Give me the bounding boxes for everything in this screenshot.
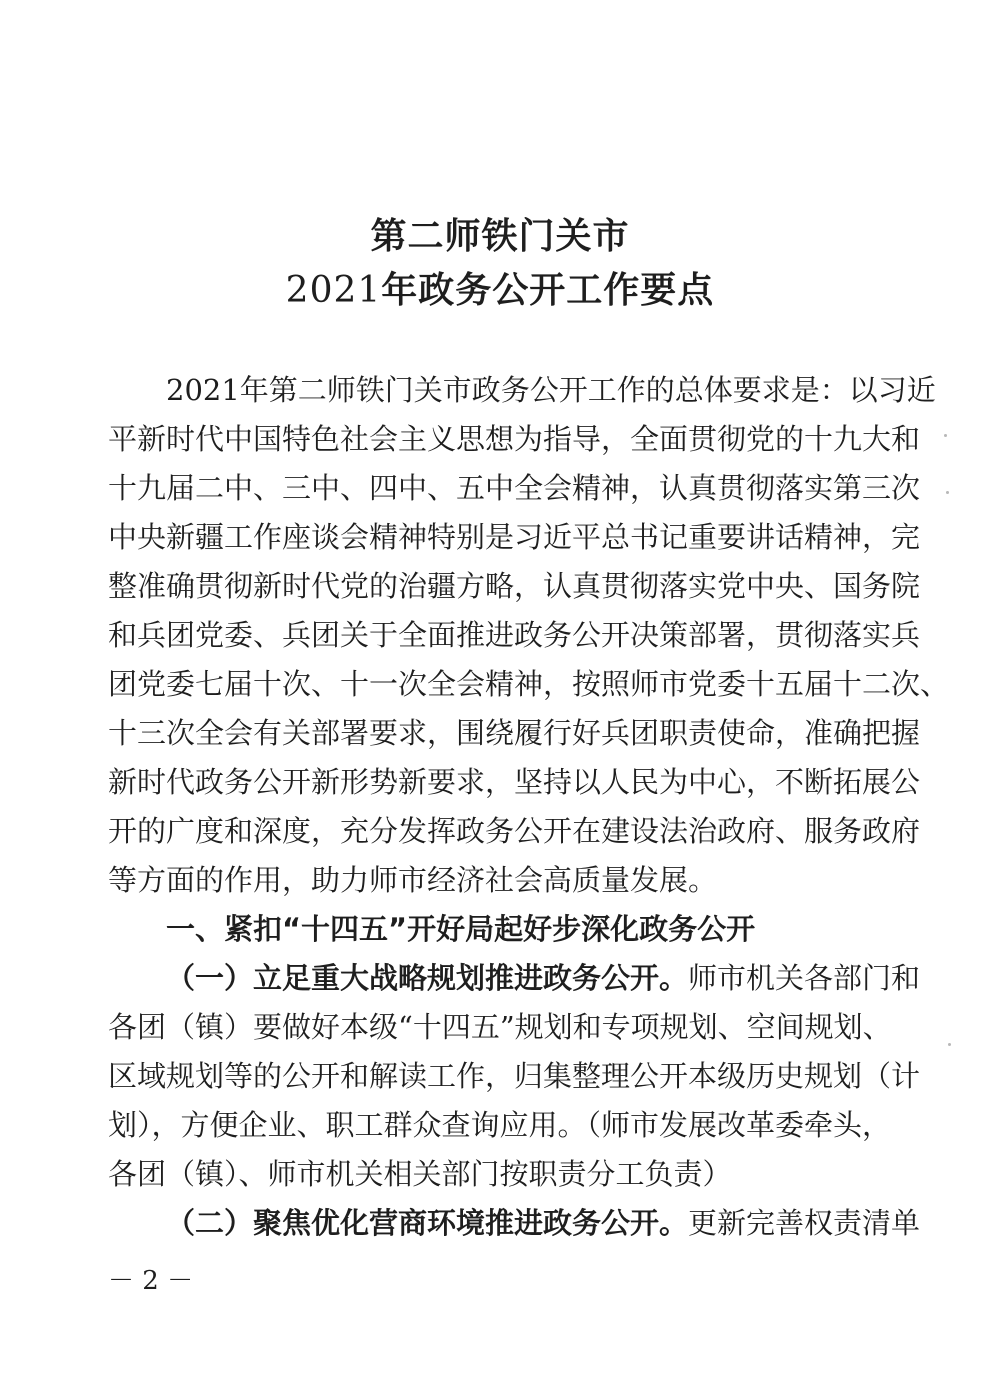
item-line: [108, 1199, 921, 1248]
document-title-line1: [0, 214, 1000, 258]
intro-paragraph: [108, 366, 950, 905]
document-body: [108, 366, 950, 1248]
scan-speck: [946, 491, 949, 494]
intro-line: 中央新疆工作座谈会精神特别是习近平总书记重要讲话精神，完: [108, 520, 921, 554]
intro-line: 和兵团党委、兵团关于全面推进政务公开决策部署，贯彻落实兵: [108, 618, 921, 652]
page-number: － 2 －: [108, 1266, 194, 1296]
title-org: 第二师铁门关市: [370, 215, 630, 257]
intro-line: 开的广度和深度，充分发挥政务公开在建设法治政府、服务政府: [108, 814, 921, 848]
item-2-paragraph: [108, 1199, 921, 1248]
intro-line: 整准确贯彻新时代党的治疆方略，认真贯彻落实党中央、国务院: [108, 569, 921, 603]
intro-line: 等方面的作用，助力师市经济社会高质量发展。: [108, 863, 718, 897]
item-1-paragraph: [108, 954, 921, 1199]
title-subject: 年政务公开工作要点: [381, 269, 715, 311]
document-title-line2: [0, 268, 1000, 313]
item-line: 划），方便企业、职工群众查询应用。（师市发展改革委牵头，: [108, 1108, 892, 1142]
intro-line: 2021年第二师铁门关市政务公开工作的总体要求是：以习近: [166, 373, 936, 407]
intro-line: 新时代政务公开新形势新要求，坚持以人民为中心，不断拓展公: [108, 765, 921, 799]
item-2-text: 更新完善权责清单: [688, 1206, 921, 1240]
item-line: [108, 954, 921, 1003]
scan-speck: [948, 1043, 951, 1046]
scan-speck: [944, 434, 947, 437]
item-line: 各团（镇）、师市机关相关部门按职责分工负责）: [108, 1157, 732, 1191]
intro-line: 十三次全会有关部署要求，围绕履行好兵团职责使命，准确把握: [108, 716, 921, 750]
title-year: 2021: [285, 270, 382, 311]
section-heading: 一、紧扣“十四五”开好局起好步深化政务公开: [166, 912, 756, 946]
item-line: 区域规划等的公开和解读工作，归集整理公开本级历史规划（计: [108, 1059, 921, 1093]
intro-line: 团党委七届十次、十一次全会精神，按照师市党委十五届十二次、: [108, 667, 950, 701]
item-line: 各团（镇）要做好本级“十四五”规划和专项规划、空间规划、: [108, 1010, 892, 1044]
item-1-text: 师市机关各部门和: [688, 961, 921, 995]
item-2-lead: （二）聚焦优化营商环境推进政务公开。: [166, 1206, 689, 1240]
intro-line: 十九届二中、三中、四中、五中全会精神，认真贯彻落实第三次: [108, 471, 921, 505]
intro-line: 平新时代中国特色社会主义思想为指导，全面贯彻党的十九大和: [108, 422, 921, 456]
item-1-lead: （一）立足重大战略规划推进政务公开。: [166, 961, 689, 995]
